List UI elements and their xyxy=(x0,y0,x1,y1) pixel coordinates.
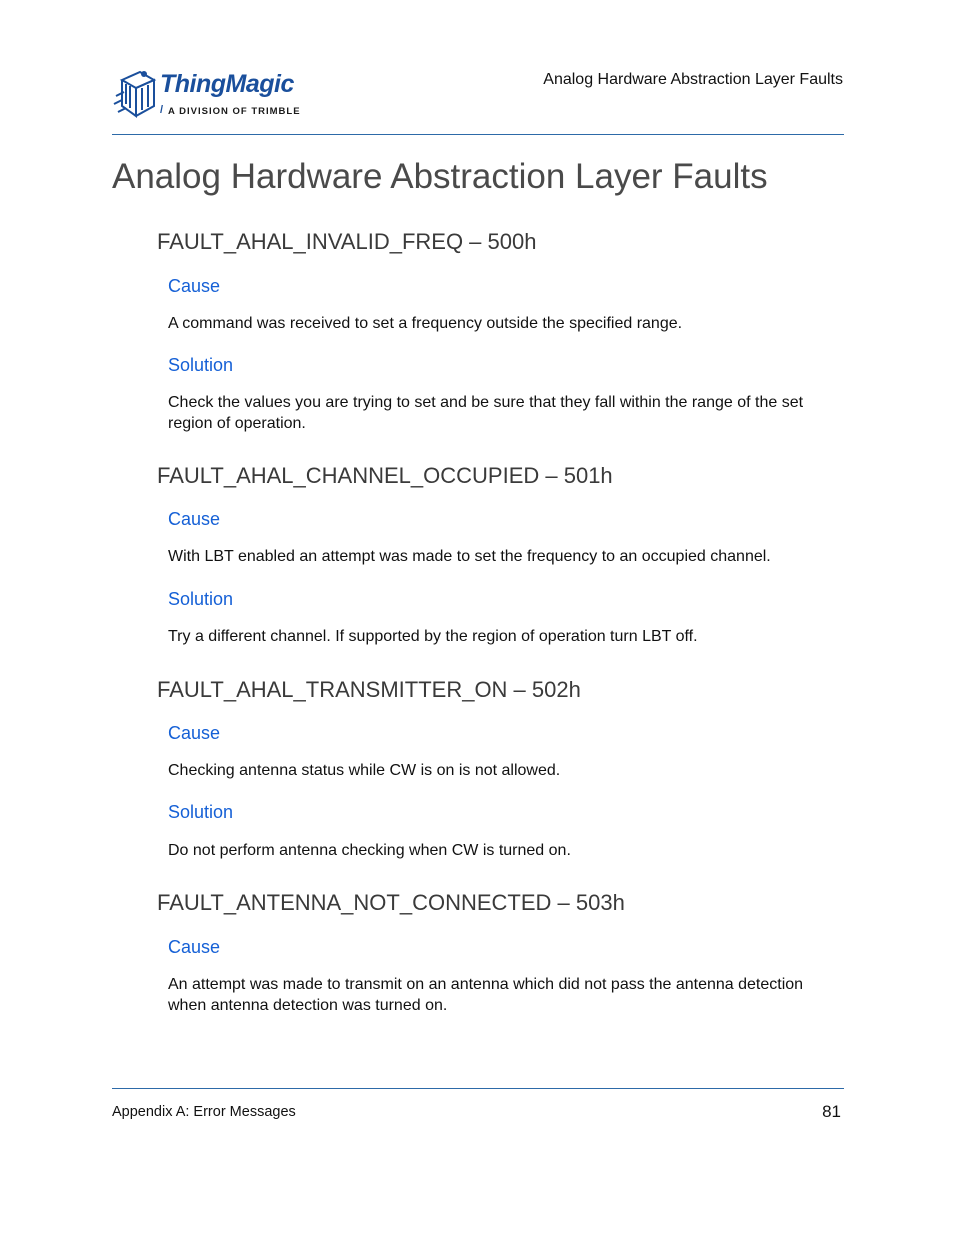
solution-heading: Solution xyxy=(168,355,234,375)
cause-heading: Cause xyxy=(168,276,221,296)
page-header xyxy=(0,0,954,140)
fault-heading-500h: FAULT_AHAL_INVALID_FREQ – 500h xyxy=(157,229,537,254)
cause-text: An attempt was made to transmit on an antenna which did not pass the antenna detection when antenna detection was turned on. xyxy=(168,976,804,1014)
cause-heading: Cause xyxy=(168,723,221,743)
running-title: Analog Hardware Abstraction Layer Faults xyxy=(543,71,843,88)
fault-heading-501h: FAULT_AHAL_CHANNEL_OCCUPIED – 501h xyxy=(157,463,613,488)
solution-text: Check the values you are trying to set and be sure that they fall within the range of the set region of operation. xyxy=(168,394,804,432)
cause-heading: Cause xyxy=(168,509,221,529)
thingmagic-logo xyxy=(112,66,312,124)
footer-rule xyxy=(112,1088,844,1089)
solution-heading: Solution xyxy=(168,802,234,822)
fault-heading-503h: FAULT_ANTENNA_NOT_CONNECTED – 503h xyxy=(157,890,625,915)
fault-heading-502h: FAULT_AHAL_TRANSMITTER_ON – 502h xyxy=(157,677,581,702)
thingmagic-cube-logo-icon xyxy=(112,66,158,124)
solution-text: Do not perform antenna checking when CW is turned on. xyxy=(168,842,571,859)
cause-heading: Cause xyxy=(168,937,221,957)
logo-slash: / xyxy=(160,104,164,116)
footer-section-label: Appendix A: Error Messages xyxy=(112,1104,296,1120)
solution-heading: Solution xyxy=(168,589,234,609)
page-title: Analog Hardware Abstraction Layer Faults xyxy=(112,157,768,196)
header-rule xyxy=(112,134,844,135)
cause-text: A command was received to set a frequency outside the specified range. xyxy=(168,315,683,332)
solution-text: Try a different channel. If supported by the region of operation turn LBT off. xyxy=(168,628,698,645)
logo-wordmark: ThingMagic xyxy=(160,70,294,98)
page-number: 81 xyxy=(822,1102,841,1121)
cause-text: Checking antenna status while CW is on is not allowed. xyxy=(168,762,561,779)
cause-text: With LBT enabled an attempt was made to set the frequency to an occupied channel. xyxy=(168,548,771,565)
logo-subtitle: A DIVISION OF TRIMBLE xyxy=(168,106,301,117)
